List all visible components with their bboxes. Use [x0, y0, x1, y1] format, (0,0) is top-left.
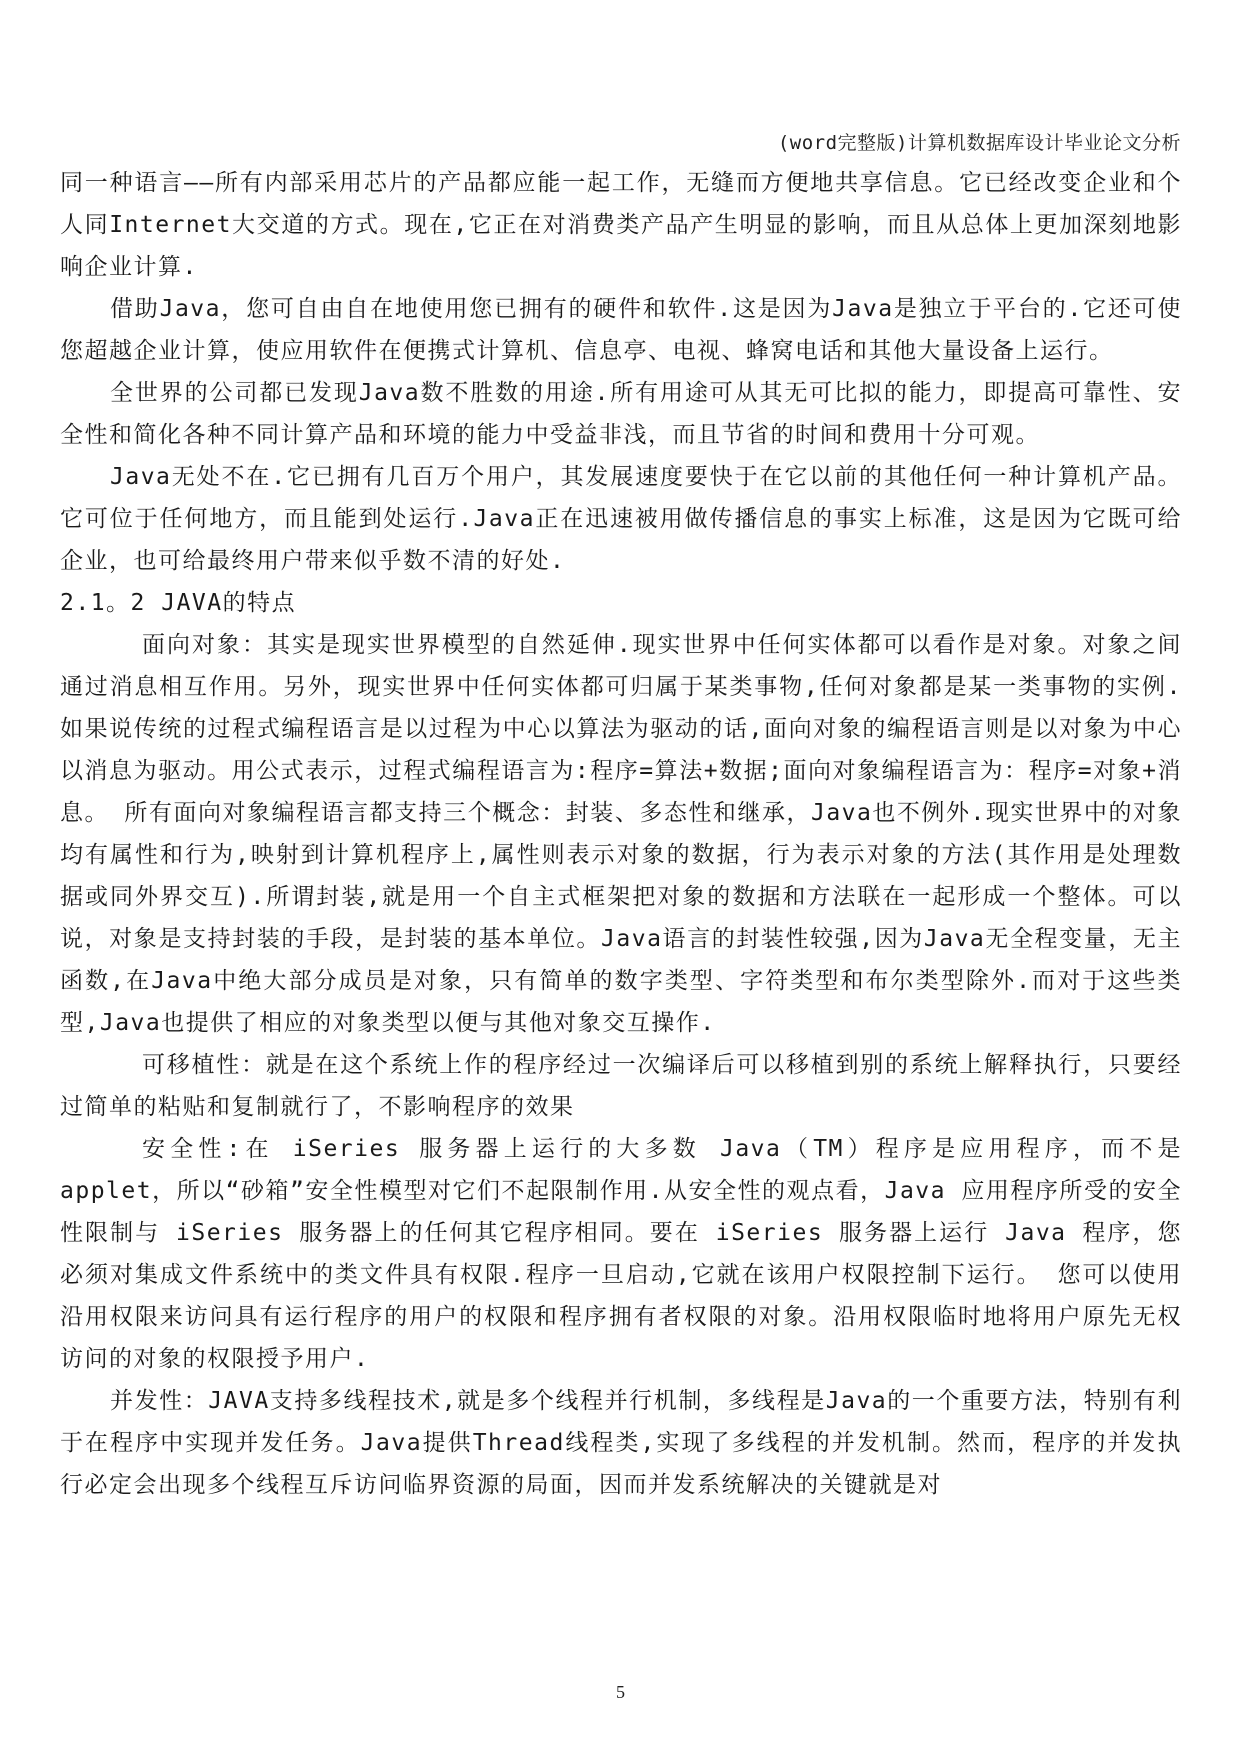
- paragraph-concurrency: 并发性：JAVA支持多线程技术,就是多个线程并行机制，多线程是Java的一个重要方法，特别有利于在程序中实现并发任务。Java提供Thread线程类,实现了多线程的并发机制。然而，程序的并发执行必定会出现多个线程互斥访问临界资源的局面，因而并发系统解决的关键就是对: [60, 1388, 1182, 1498]
- paragraph-portability: 可移植性：就是在这个系统上作的程序经过一次编译后可以移植到别的系统上解释执行，只要经过简单的粘贴和复制就行了，不影响程序的效果: [60, 1052, 1182, 1120]
- paragraph-continuation: 同一种语言——所有内部采用芯片的产品都应能一起工作，无缝而方便地共享信息。它已经改变企业和个人同Internet大交道的方式。现在,它正在对消费类产品产生明显的影响，而且从总体上更加深刻地影响企业计算.: [60, 170, 1182, 280]
- paragraph-security: 安全性:在 iSeries 服务器上运行的大多数 Java（TM）程序是应用程序，而不是 applet，所以“砂箱”安全性模型对它们不起限制作用.从安全性的观点看，Java 应用程序所受的安全性限制与 iSeries 服务器上的任何其它程序相同。要在 iSeries 服务器上运行 Java 程序，您必须对集成文件系统中的类文件具有权限.程序一旦启动,它就在该用户权限控制下运行。 您可以使用沿用权限来访问具有运行程序的用户的权限和程序拥有者权限的对象。沿用权限临时地将用户原先无权访问的对象的权限授予用户.: [60, 1136, 1182, 1372]
- paragraph-java-everywhere: Java无处不在.它已拥有几百万个用户，其发展速度要快于在它以前的其他任何一种计算机产品。它可位于任何地方，而且能到处运行.Java正在迅速被用做传播信息的事实上标准，这是因为它既可给企业，也可给最终用户带来似乎数不清的好处.: [60, 464, 1182, 574]
- body-text: [60, 162, 1182, 1506]
- running-header: (word完整版)计算机数据库设计毕业论文分析: [777, 132, 1181, 154]
- page-number: 5: [616, 1682, 625, 1702]
- paragraph-java-platform: 借助Java，您可自由自在地使用您已拥有的硬件和软件.这是因为Java是独立于平台的.它还可使您超越企业计算，使应用软件在便携式计算机、信息亭、电视、蜂窝电话和其他大量设备上运行。: [60, 296, 1182, 364]
- paragraph-object-oriented: 面向对象：其实是现实世界模型的自然延伸.现实世界中任何实体都可以看作是对象。对象之间通过消息相互作用。另外，现实世界中任何实体都可归属于某类事物,任何对象都是某一类事物的实例.如果说传统的过程式编程语言是以过程为中心以算法为驱动的话,面向对象的编程语言则是以对象为中心以消息为驱动。用公式表示，过程式编程语言为:程序=算法+数据;面向对象编程语言为：程序=对象+消息。 所有面向对象编程语言都支持三个概念：封装、多态性和继承，Java也不例外.现实世界中的对象均有属性和行为,映射到计算机程序上,属性则表示对象的数据，行为表示对象的方法(其作用是处理数据或同外界交互).所谓封装,就是用一个自主式框架把对象的数据和方法联在一起形成一个整体。可以说，对象是支持封装的手段，是封装的基本单位。Java语言的封装性较强,因为Java无全程变量，无主函数,在Java中绝大部分成员是对象，只有简单的数字类型、字符类型和布尔类型除外.而对于这些类型,Java也提供了相应的对象类型以便与其他对象交互操作.: [60, 632, 1182, 1036]
- section-heading: 2.1。2 JAVA的特点: [60, 590, 297, 616]
- paragraph-java-uses: 全世界的公司都已发现Java数不胜数的用途.所有用途可从其无可比拟的能力，即提高可靠性、安全性和简化各种不同计算产品和环境的能力中受益非浅，而且节省的时间和费用十分可观。: [60, 380, 1182, 448]
